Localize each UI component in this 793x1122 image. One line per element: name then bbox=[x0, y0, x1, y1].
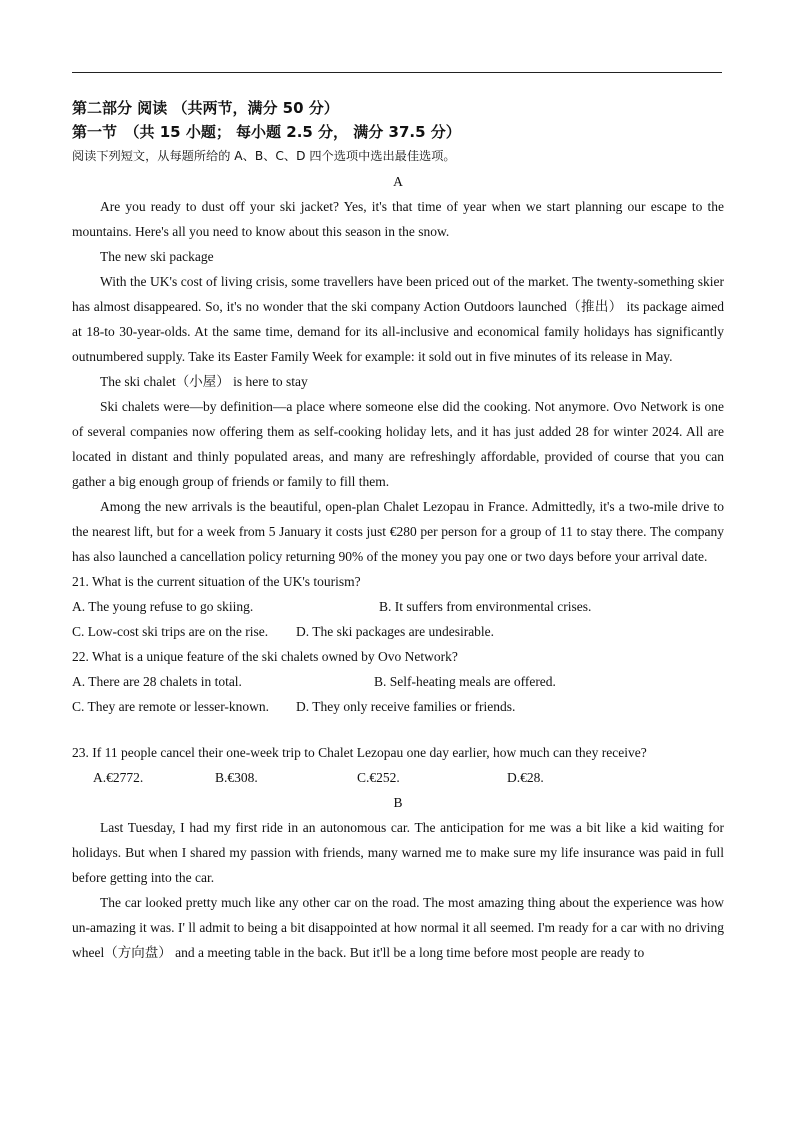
question-23-option-c: C.€252. bbox=[357, 770, 400, 785]
passage-a-paragraph-4: Among the new arrivals is the beautiful, open-plan Chalet Lezopau in France. Admittedly, it's a two-mile drive to the nearest lift, but for a week from 5 January it costs just €280 per person for a group of 11 to stay there. The company has also launched a cancellation policy returning 90% of the money you pay one or two days before your arrival date. bbox=[72, 499, 724, 564]
part-title: 第二部分 阅读 （共两节，满分 50 分） bbox=[72, 99, 339, 117]
question-21-option-b: B. It suffers from environmental crises. bbox=[379, 599, 592, 614]
passage-b-paragraph-1: Last Tuesday, I had my first ride in an autonomous car. The anticipation for me was a bit like a kid waiting for holidays. But when I shared my passion with friends, many warned me to make sure my life insurance was paid in full before getting into the car. bbox=[72, 820, 724, 885]
passage-b-paragraph-2: The car looked pretty much like any other car on the road. The most amazing thing about the experience was how un-amazing it was. I' ll admit to being a bit disappointed at how normal it all seemed. I'm ready for a car with no driving wheel（方向盘） and a meeting table in the back. But it'll be a long time before most people are ready to bbox=[72, 895, 724, 960]
question-22-option-c: C. They are remote or lesser-known. bbox=[72, 699, 270, 714]
question-21-options-row-2 bbox=[72, 619, 724, 644]
question-21-option-d: D. The ski packages are undesirable. bbox=[296, 624, 495, 639]
instruction: 阅读下列短文，从每题所给的 A、B、C、D 四个选项中选出最佳选项。 bbox=[72, 149, 456, 163]
passage-a-paragraph-3: Ski chalets were—by definition—a place where someone else did the cooking. Not anymore. Ovo Network is one of several companies now offering them as self-cooking holiday lets, and it has just added 28 for winter 2024. All are located in distant and thinly populated areas, and many are refreshingly affordable, provided of course that you can gather a big enough group of friends or family to fill them. bbox=[72, 399, 724, 489]
section-title: 第一节 （共 15 小题； 每小题 2.5 分， 满分 37.5 分） bbox=[72, 123, 461, 141]
question-23-option-b: B.€308. bbox=[215, 770, 258, 785]
question-21-option-a: A. The young refuse to go skiing. bbox=[72, 599, 254, 614]
question-21-stem: 21. What is the current situation of the UK's tourism? bbox=[72, 574, 361, 589]
question-23-option-a: A.€2772. bbox=[93, 770, 144, 785]
question-23-stem: 23. If 11 people cancel their one-week trip to Chalet Lezopau one day earlier, how much can they receive? bbox=[72, 745, 647, 760]
question-22-option-d: D. They only receive families or friends. bbox=[296, 699, 516, 714]
question-22-option-a: A. There are 28 chalets in total. bbox=[72, 674, 242, 689]
passage-a-label: A bbox=[393, 174, 403, 189]
header-rule bbox=[72, 72, 722, 73]
question-21-option-c: C. Low-cost ski trips are on the rise. bbox=[72, 624, 269, 639]
question-23-option-d: D.€28. bbox=[507, 770, 544, 785]
question-22-stem: 22. What is a unique feature of the ski chalets owned by Ovo Network? bbox=[72, 649, 458, 664]
spacer bbox=[72, 719, 724, 740]
passage-a-paragraph-1: Are you ready to dust off your ski jacket? Yes, it's that time of year when we start planning our escape to the mountains. Here's all you need to know about this season in the snow. bbox=[72, 199, 724, 239]
passage-a-paragraph-2: With the UK's cost of living crisis, some travellers have been priced out of the market. The twenty-something skier has almost disappeared. So, it's no wonder that the ski company Action Outdoors launched（推出） its package aimed at 18-to 30-year-olds. At the same time, demand for its all-inclusive and economical family holidays has significantly outnumbered supply. Take its Easter Family Week for example: it sold out in five minutes of its release in May. bbox=[72, 274, 724, 364]
passage-b-label: B bbox=[393, 795, 403, 810]
question-22-options-row-1 bbox=[72, 669, 724, 694]
exam-page bbox=[72, 96, 724, 965]
passage-a-subheading-1: The new ski package bbox=[100, 249, 214, 264]
passage-a-subheading-2: The ski chalet（小屋） is here to stay bbox=[100, 374, 308, 389]
question-22-option-b: B. Self-heating meals are offered. bbox=[374, 674, 556, 689]
question-22-options-row-2 bbox=[72, 694, 724, 719]
question-23-options-row bbox=[72, 765, 724, 790]
question-21-options-row-1 bbox=[72, 594, 724, 619]
